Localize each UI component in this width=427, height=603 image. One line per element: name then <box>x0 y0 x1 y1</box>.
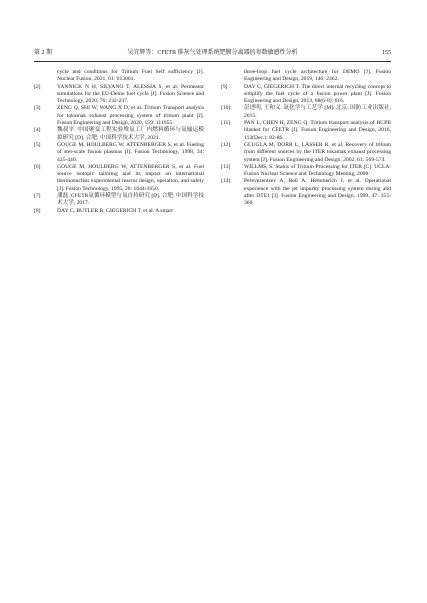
reference-entry: [5] GOUGE M, HOULBERG W, ATTENBERGER S, et al. Fueling of ster-scale fusion plasmas [J]. Fusion Technology, 1998, 34: 435-440. <box>34 141 204 163</box>
reference-entry: [4] 魏叔平. 中国聚变工程实验堆氚工厂内燃料循环与氚输运模拟研究 [D]. 合肥: 中国科学技术大学, 2021. <box>34 127 204 141</box>
reference-entry: cycle and conditions for Tritium Fuel Self sufficiency [J]. Nuclear Fusion, 2021, 61: 013001. <box>57 69 204 83</box>
issue-number: 第 2 期 <box>34 50 53 56</box>
reference-entry: [7] 潘磊. CFETR氚循环模型与氚自持研究 [D]. 合肥: 中国科学技术大学, 2017. <box>34 193 204 207</box>
reference-entry: three-loop fuel cycle architecture for DEMO [J]. Fusion Engineering and Design, 2019, 146: 2462. <box>244 69 391 83</box>
header-rule <box>34 61 391 62</box>
references-left-column <box>34 69 204 215</box>
running-header <box>34 48 391 59</box>
reference-entry: [8] DAY C, BUTLER B, GIEGERICH T, et al. A smart <box>34 207 173 214</box>
reference-entry: [2] YANNICK N H, SILVANO T, ALESSIA S, et al. Permeator simulations for the EU-Demo fuel cycle [J]. Fusion Science and Technology, 2020, 76: 232-237. <box>34 83 204 105</box>
reference-entry: [9] DAY C, GIEGERICH T. The direct internal recycling concept to simplify the fuel cycle of a fusion power plant [J]. Fusion Engineering and Design, 2013, 88(6-8): 616. <box>221 83 391 105</box>
references-right-column <box>221 69 391 208</box>
reference-entry: [10] 彭述明, 王和义. 氚化学与工艺学 [M]. 北京: 国防工业出版社, 2015. <box>221 105 391 119</box>
reference-entry: [3] ZENG Q, SHI W, WANG X D, et al. Tritium Transport analysis for tokamak exhaust processing system of tritium plant [J]. Fusion Engineering and Design, 2020, 159: 111955. <box>34 105 204 127</box>
page-number: 155 <box>382 50 391 56</box>
reference-entry: [6] GOUGE M, HOULBERG W, ATTENBERGER S, et al. Fuel source isotopic tailoring and its impact on international thermonuclear experimental reactor design, operation, and safety [J]. Fusion Technology, 1995, 28: 1644-1650. <box>34 163 204 192</box>
reference-entry: [12] GLUGLA M, DORR L, LÄSSER R, et al. Recovery of tritium from different sources by the ITER tokamak exhaust processing system [J]. Fusion Engineering and Design, 2002, 61: 569-574. <box>221 141 391 163</box>
reference-entry: [14] Perevezentsev A, Bell A, Hemmerich J, et al. Operational experience with the jet impurity processing system during and after DTE1 [J]. Fusion Engineering and Design, 1999, 47: 355-360. <box>221 178 391 207</box>
running-title: 吴宜辉等：CFETR 排灰气处理系统钯膜分离器的参数敏感性分析 <box>127 50 298 56</box>
reference-entry: [13] WILLMS, S. Status of Tritium Processing for ITER [C]. UCLA: Fusion Nuclear Science and Technology Meeting, 2008. <box>221 163 391 178</box>
reference-entry: [11] PAN L, CHEN H, ZENG Q. Tritium transport analysis of HCPB blanket for CFETR [J]. Fusion Engineering and Design, 2016, 113(Dec.): 82-86. <box>221 120 391 141</box>
